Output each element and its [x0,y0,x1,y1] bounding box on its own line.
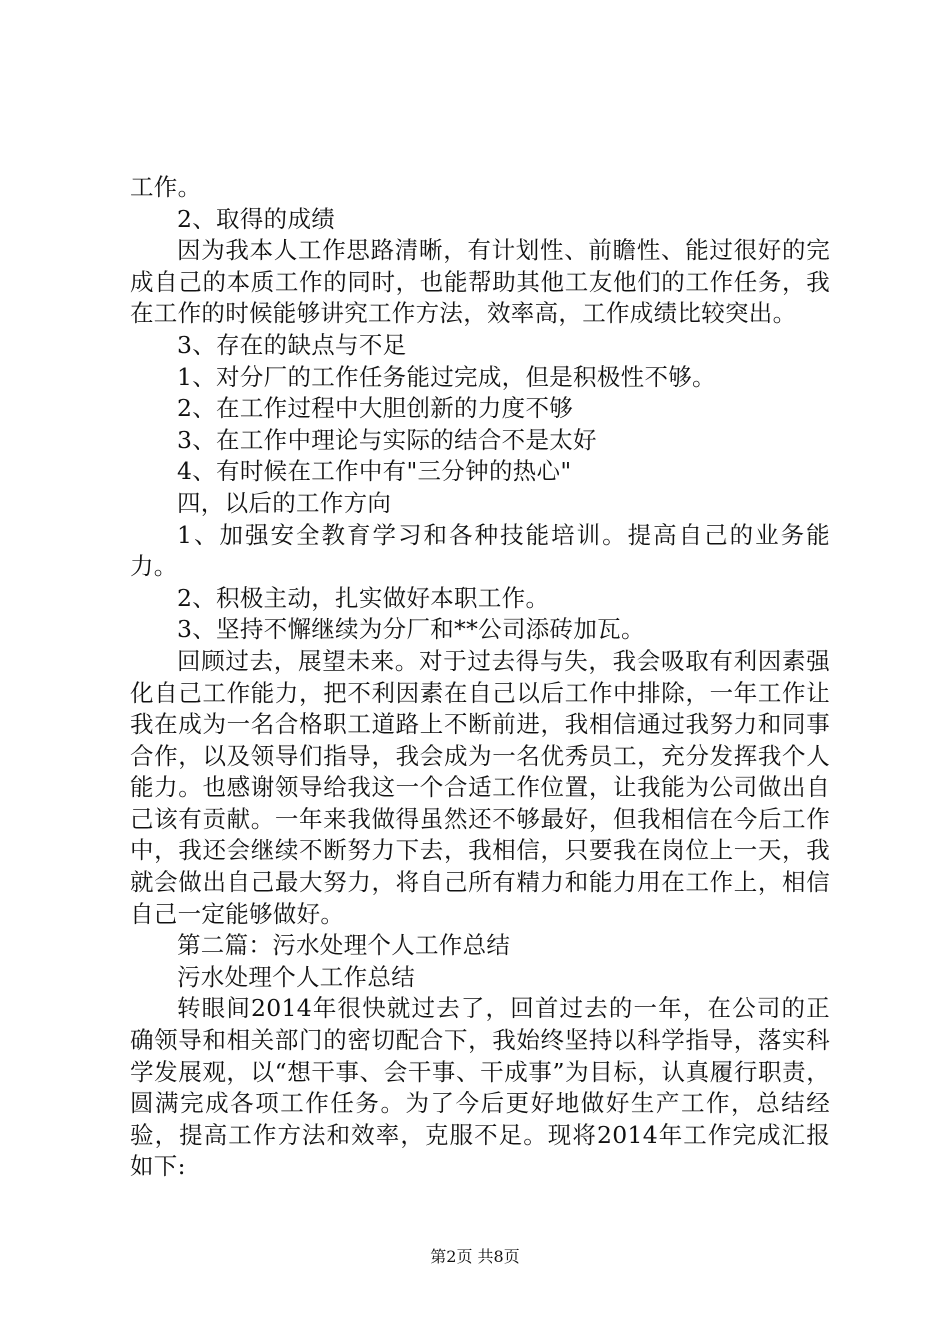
paragraph: 3、在工作中理论与实际的结合不是太好 [177,425,597,454]
paragraph: 1、加强安全教育学习和各种技能培训。提高自己的业务能力。 [130,520,830,581]
chapter-heading: 第二篇：污水处理个人工作总结 [177,931,511,960]
paragraph: 4、有时候在工作中有"三分钟的热心" [177,457,572,486]
paragraph: 回顾过去，展望未来。对于过去得与失，我会吸取有利因素强化自己工作能力，把不利因素在自己以后工作中排除，一年工作让我在成为一名合格职工道路上不断前进，我相信通过我努力和同事合作，以及领导们指导，我会成为一名优秀员工，充分发挥我个人能力。也感谢领导给我这一个合适工作位置，让我能为公司做出自己该有贡献。一年来我做得虽然还不够最好，但我相信在今后工作中，我还会继续不断努力下去，我相信，只要我在岗位上一天，我就会做出自己最大努力，将自己所有精力和能力用在工作上，相信自己一定能够做好。 [130,646,830,928]
paragraph: 转眼间2014年很快就过去了，回首过去的一年，在公司的正确领导和相关部门的密切配合下，我始终坚持以科学指导，落实科学发展观，以“想干事、会干事、干成事”为目标，认真履行职责，圆满完成各项工作任务。为了今后更好地做好生产工作，总结经验，提高工作方法和效率，克服不足。现将2014年工作完成汇报如下: [130,994,830,1181]
paragraph: 2、取得的成绩 [177,204,336,233]
paragraph: 2、积极主动，扎实做好本职工作。 [177,583,550,612]
paragraph: 3、存在的缺点与不足 [177,330,407,359]
section-heading: 四，以后的工作方向 [177,488,392,517]
document-title: 污水处理个人工作总结 [177,962,415,991]
paragraph: 工作。 [130,173,202,201]
paragraph: 因为我本人工作思路清晰，有计划性、前瞻性、能过很好的完成自己的本质工作的同时，也能帮助其他工友他们的工作任务，我在工作的时候能够讲究工作方法，效率高，工作成绩比较突出。 [130,236,830,328]
paragraph: 2、在工作过程中大胆创新的力度不够 [177,394,574,423]
page-number-footer: 第2页 共8页 [430,1247,520,1266]
paragraph: 3、坚持不懈继续为分厂和**公司添砖加瓦。 [177,615,645,644]
paragraph: 1、对分厂的工作任务能过完成，但是积极性不够。 [177,362,716,391]
document-body [130,172,830,1183]
